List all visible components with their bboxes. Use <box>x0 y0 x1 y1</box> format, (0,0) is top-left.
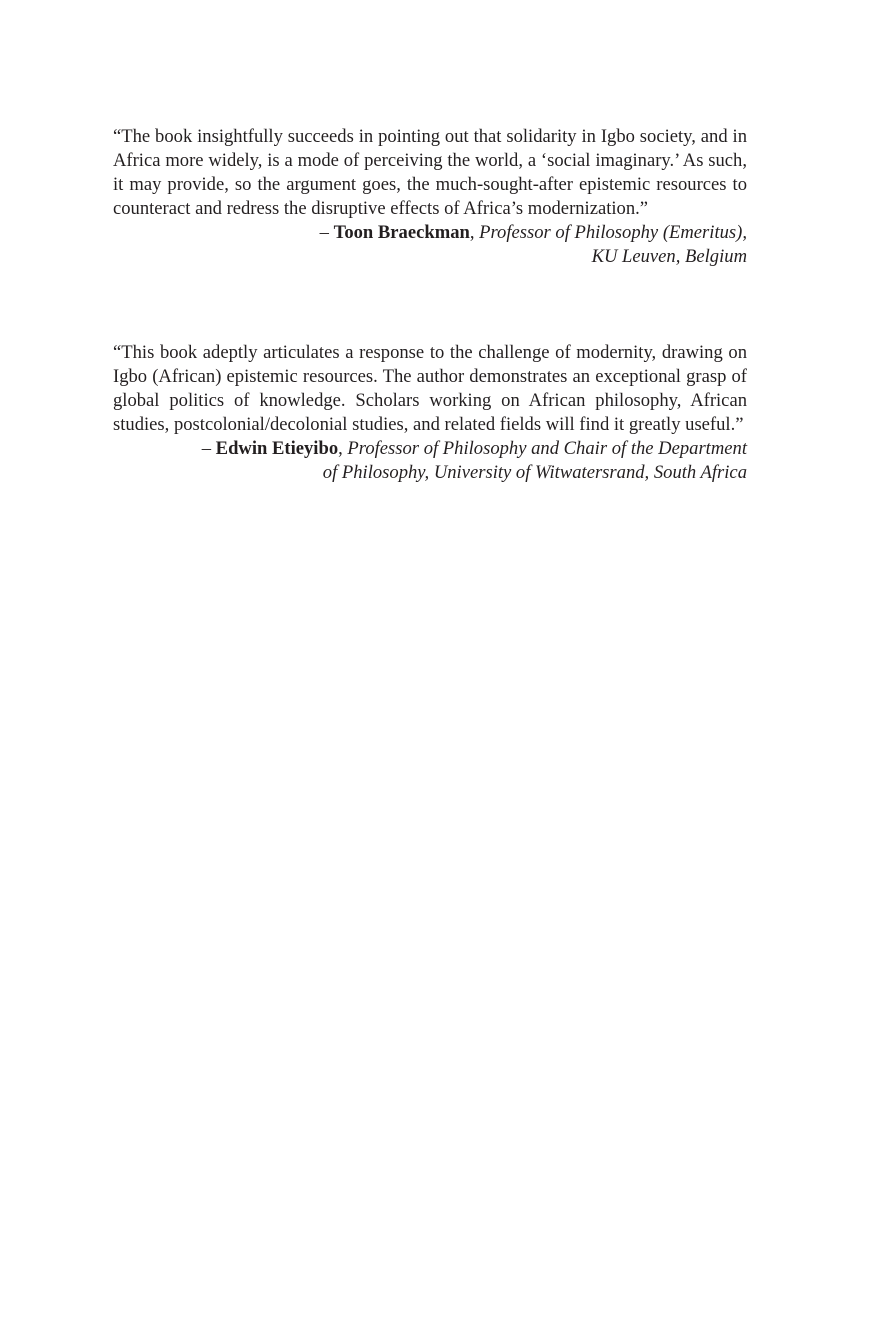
endorser-affiliation: KU Leuven, Belgium <box>591 246 747 267</box>
endorsement-quote: “The book insightfully succeeds in pointing out that solidarity in Igbo society, and in Africa more widely, is a mode of perceiving the world, a ‘social imaginary.’ As such, it may provide, so the argument goes, the much-sought-after epistemic resources to counteract and redress the disruptive effects of Africa’s modernization.” <box>113 126 747 219</box>
endorser-role: Professor of Philosophy (Emeritus), <box>479 222 747 243</box>
endorsement-attribution <box>113 221 747 269</box>
endorsement-quote: “This book adeptly articulates a response to the challenge of modernity, drawing on Igbo (African) epistemic resources. The author demonstrates an exceptional grasp of global politics of knowledge. Scholars working on African philosophy, African studies, postcolonial/decolonial studies, and related fields will find it greatly useful.” <box>113 342 747 435</box>
endorsement-attribution <box>113 437 747 485</box>
endorser-name: Edwin Etieyibo <box>215 438 339 459</box>
endorsement-blurb <box>113 341 747 485</box>
attribution-separator: , <box>338 438 348 459</box>
attribution-dash: – <box>319 222 334 243</box>
endorser-role: Professor of Philosophy and Chair of the Department <box>347 438 747 459</box>
endorser-affiliation: of Philosophy, University of Witwatersrand, South Africa <box>322 462 747 483</box>
attribution-separator: , <box>469 222 480 243</box>
attribution-dash: – <box>201 438 216 459</box>
endorser-name: Toon Braeckman <box>333 222 470 243</box>
endorsement-blurb <box>113 125 747 269</box>
